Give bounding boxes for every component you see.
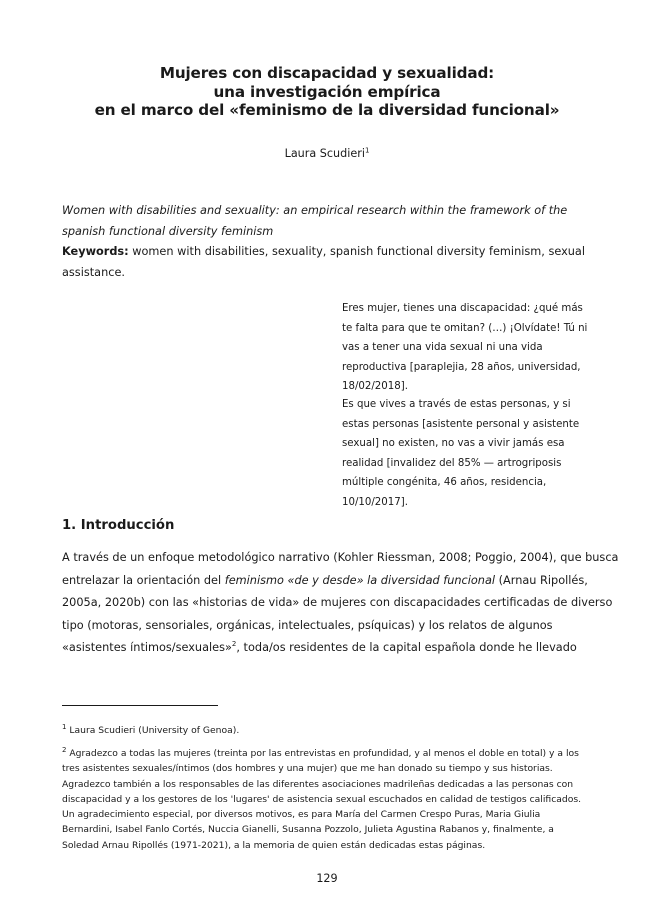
footnote-2-line-6: Bernardini, Isabel Fanlo Cortés, Nuccia Gianelli, Susanna Pozzolo, Julieta Agustina Rabanos y, finalmente, a <box>62 824 554 836</box>
footnote-2-line-4: discapacidad y a los gestores de los 'lugares' de asistencia sexual escuchados en calidad de testigos calificados. <box>62 793 582 805</box>
body-footnote-mark[interactable]: 2 <box>231 640 237 649</box>
footnote-2-line-1 <box>62 746 592 761</box>
body-line-4: tipo (motoras, sensoriales, orgánicas, intelectuales, psíquicas) y los relatos de algunos <box>62 618 553 632</box>
body-line-2 <box>62 570 592 593</box>
epigraph-2-source: [invalidez del 85% — artrogriposis múltiple congénita, 46 años, residencia, 10/10/2017]. <box>342 457 562 508</box>
body-line-5-pre: «asistentes íntimos/sexuales» <box>62 641 232 654</box>
epigraph-2 <box>342 395 592 513</box>
footnote-2-line-3: Agradezco también a los responsables de las diferentes asociaciones madrileñas dedicadas a las personas con <box>62 778 574 790</box>
footnote-2-line-2: tres asistentes sexuales/íntimos (dos hombres y una mujer) que me han donado su tiempo y sus historias. <box>62 763 553 775</box>
footnote-1-text: Laura Scudieri (University of Genoa). <box>69 725 240 736</box>
body-line-1: A través de un enfoque metodológico narrativo (Kohler Riessman, 2008; Poggio, 2004), que busca <box>62 551 619 564</box>
epigraph-1 <box>342 299 592 397</box>
body-line-2-pre: entrelazar la orientación del <box>62 573 225 587</box>
title-line-1: Mujeres con discapacidad y sexualidad: <box>159 64 495 82</box>
keywords-line <box>62 242 592 283</box>
keywords-text: women with disabilities, sexuality, spanish functional diversity feminism, sexual assistance. <box>62 245 585 279</box>
abstract-block <box>62 201 592 283</box>
body-line-5-post: , toda/os residentes de la capital española donde he llevado <box>236 641 577 654</box>
footnote-2-line-1-text: Agradezco a todas las mujeres (treinta por las entrevistas en profundidad, y al menos el doble en total) y a los <box>69 748 579 759</box>
section-heading: 1. Introducción <box>62 518 175 533</box>
footnote-2 <box>62 746 592 853</box>
keywords-label: Keywords: <box>62 245 129 258</box>
footnote-1-mark: 1 <box>62 722 67 731</box>
body-line-2-post: (Arnau Ripollés, <box>495 573 588 587</box>
footnote-1 <box>62 723 592 738</box>
section-body <box>62 547 619 660</box>
footnote-2-mark: 2 <box>62 745 67 754</box>
body-line-2-italic: feminismo «de y desde» la diversidad funcional <box>224 573 496 587</box>
author-footnote-mark[interactable]: 1 <box>364 146 370 155</box>
page-number: 129 <box>316 872 338 885</box>
author-line <box>62 147 592 160</box>
footnote-2-line-5: Un agradecimiento especial, por diversos motivos, es para María del Carmen Crespo Puras, Maria Giulia <box>62 809 541 821</box>
epigraph-1-quote: Eres mujer, tienes una discapacidad: ¿qué más te falta para que te omitan? (…) ¡Olvídate! Tú ni vas a tener una vida sexual ni una vida reproductiva <box>342 303 588 373</box>
body-line-3: 2005a, 2020b) con las «historias de vida» de mujeres con discapacidades certificadas de diverso <box>62 596 613 609</box>
paper-page <box>62 0 619 919</box>
footnote-2-line-7: Soledad Arnau Ripollés (1971-2021), a la memoria de quien están dedicadas estas páginas. <box>62 839 486 851</box>
footnote-divider <box>62 705 218 706</box>
title-line-3: en el marco del «feminismo de la diversidad funcional» <box>94 101 560 119</box>
title-line-2: una investigación empírica <box>213 82 441 101</box>
english-title: Women with disabilities and sexuality: an empirical research within the framework of the spanish functional diversity feminism <box>62 204 568 238</box>
author-name: Laura Scudieri <box>284 147 365 160</box>
epigraph-2-quote: Es que vives a través de estas personas, y si estas personas [asistente personal y asistente sexual] no existen, no vas a vivir jamás esa realidad <box>342 399 580 469</box>
body-line-5 <box>62 637 592 660</box>
paper-title <box>62 64 592 120</box>
epigraph-1-source: [paraplejia, 28 años, universidad, 18/02/2018]. <box>342 361 581 393</box>
